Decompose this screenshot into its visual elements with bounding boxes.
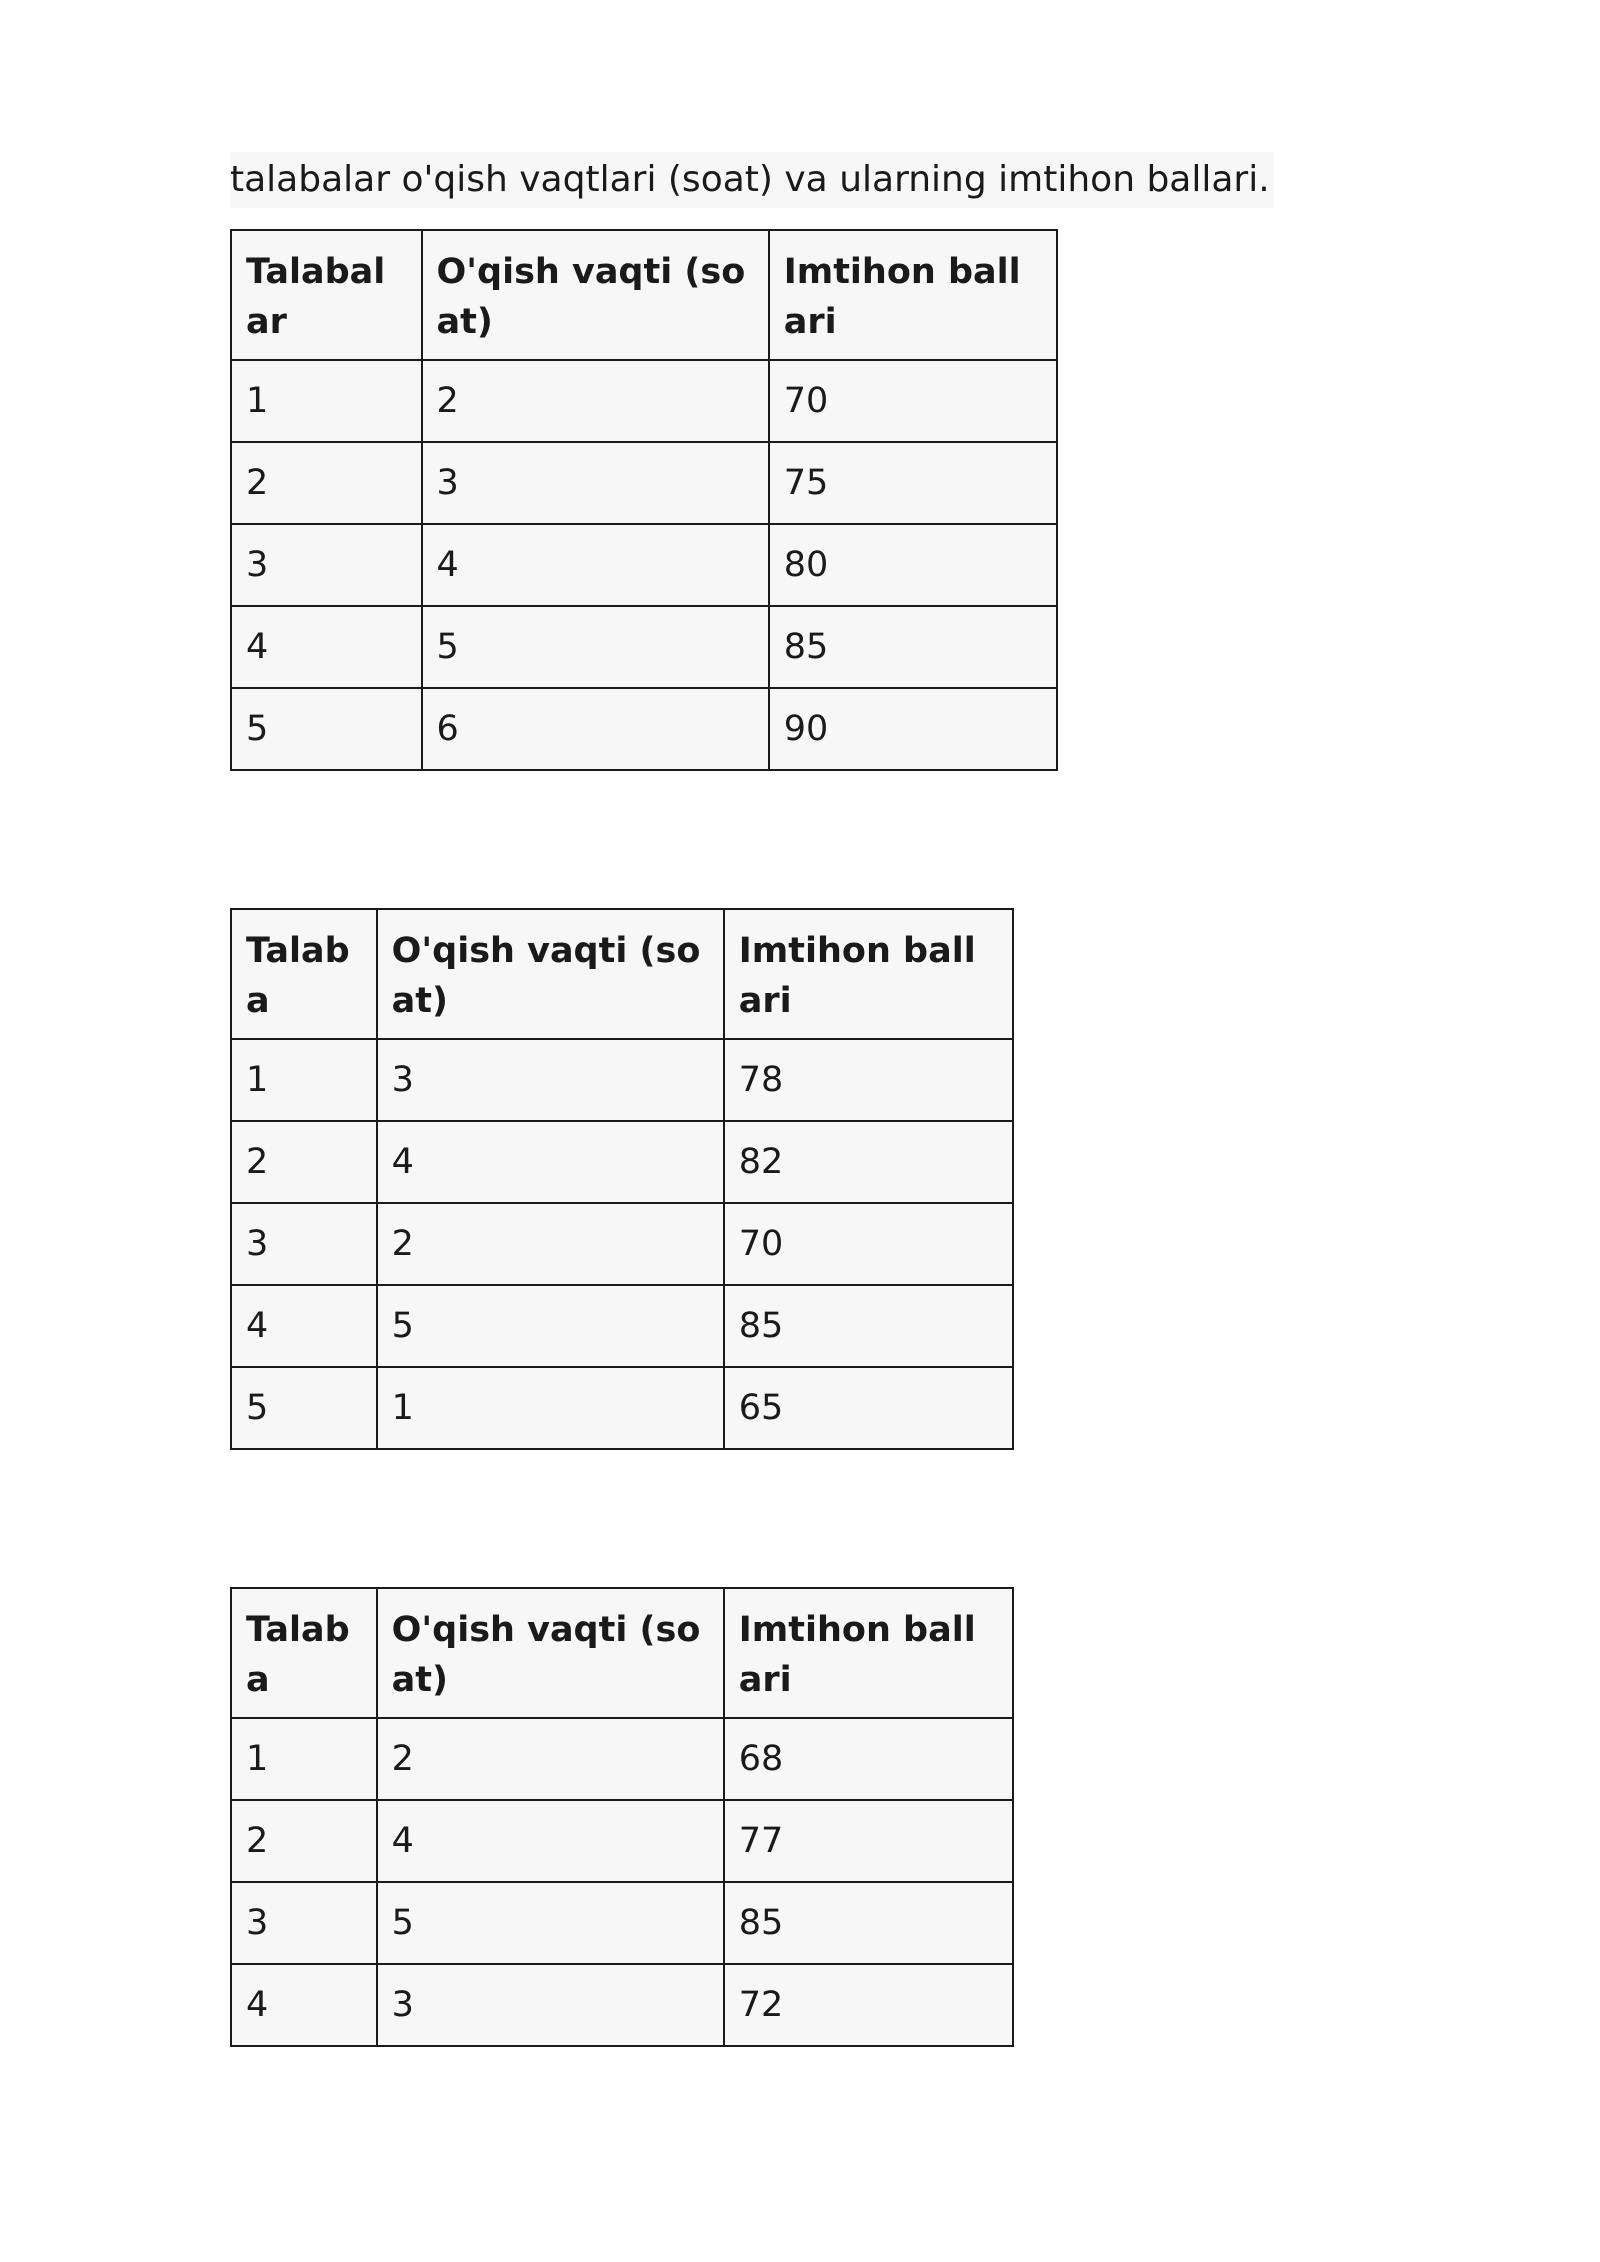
cell-student: 4 (231, 1964, 377, 2046)
cell-study-time: 5 (377, 1882, 724, 1964)
table-row (231, 1964, 1013, 2046)
header-study-time: O'qish vaqti (soat) (377, 909, 724, 1039)
table-row (231, 1121, 1013, 1203)
cell-exam-score: 68 (724, 1718, 1013, 1800)
cell-exam-score: 72 (724, 1964, 1013, 2046)
cell-student: 3 (231, 1882, 377, 1964)
students-table-1 (230, 229, 1058, 771)
header-study-time: O'qish vaqti (soat) (377, 1588, 724, 1718)
cell-student: 1 (231, 1718, 377, 1800)
cell-study-time: 2 (377, 1203, 724, 1285)
header-study-time: O'qish vaqti (soat) (422, 230, 769, 360)
cell-study-time: 1 (377, 1367, 724, 1449)
cell-exam-score: 77 (724, 1800, 1013, 1882)
table-row (231, 442, 1057, 524)
cell-student: 1 (231, 1039, 377, 1121)
cell-study-time: 4 (377, 1800, 724, 1882)
table-row (231, 1039, 1013, 1121)
cell-student: 2 (231, 442, 422, 524)
cell-student: 3 (231, 524, 422, 606)
header-exam-score: Imtihon ballari (724, 1588, 1013, 1718)
cell-exam-score: 70 (724, 1203, 1013, 1285)
cell-exam-score: 78 (724, 1039, 1013, 1121)
cell-exam-score: 85 (769, 606, 1057, 688)
cell-exam-score: 85 (724, 1285, 1013, 1367)
header-exam-score: Imtihon ballari (724, 909, 1013, 1039)
cell-student: 2 (231, 1800, 377, 1882)
cell-student: 5 (231, 688, 422, 770)
cell-student: 2 (231, 1121, 377, 1203)
cell-student: 1 (231, 360, 422, 442)
cell-study-time: 5 (377, 1285, 724, 1367)
cell-study-time: 2 (422, 360, 769, 442)
table-row (231, 688, 1057, 770)
table-header-row (231, 1588, 1013, 1718)
header-student: Talaba (231, 909, 377, 1039)
header-student: Talaba (231, 1588, 377, 1718)
cell-study-time: 3 (377, 1039, 724, 1121)
cell-study-time: 3 (422, 442, 769, 524)
cell-exam-score: 80 (769, 524, 1057, 606)
table-row (231, 1882, 1013, 1964)
intro-paragraph: talabalar o'qish vaqtlari (soat) va ularning imtihon ballari. (230, 152, 1274, 208)
cell-student: 5 (231, 1367, 377, 1449)
table-row (231, 1285, 1013, 1367)
header-exam-score: Imtihon ballari (769, 230, 1057, 360)
students-table-3 (230, 1587, 1014, 2047)
cell-exam-score: 82 (724, 1121, 1013, 1203)
table-row (231, 606, 1057, 688)
cell-study-time: 4 (422, 524, 769, 606)
table-row (231, 1203, 1013, 1285)
students-table-2 (230, 908, 1014, 1450)
cell-study-time: 2 (377, 1718, 724, 1800)
cell-exam-score: 75 (769, 442, 1057, 524)
cell-student: 3 (231, 1203, 377, 1285)
table-row (231, 360, 1057, 442)
cell-exam-score: 65 (724, 1367, 1013, 1449)
header-students: Talabalar (231, 230, 422, 360)
table-row (231, 1718, 1013, 1800)
cell-student: 4 (231, 1285, 377, 1367)
cell-exam-score: 70 (769, 360, 1057, 442)
table-row (231, 524, 1057, 606)
cell-exam-score: 90 (769, 688, 1057, 770)
table-header-row (231, 230, 1057, 360)
cell-study-time: 5 (422, 606, 769, 688)
table-row (231, 1367, 1013, 1449)
cell-exam-score: 85 (724, 1882, 1013, 1964)
cell-student: 4 (231, 606, 422, 688)
table-row (231, 1800, 1013, 1882)
cell-study-time: 6 (422, 688, 769, 770)
cell-study-time: 4 (377, 1121, 724, 1203)
table-header-row (231, 909, 1013, 1039)
cell-study-time: 3 (377, 1964, 724, 2046)
